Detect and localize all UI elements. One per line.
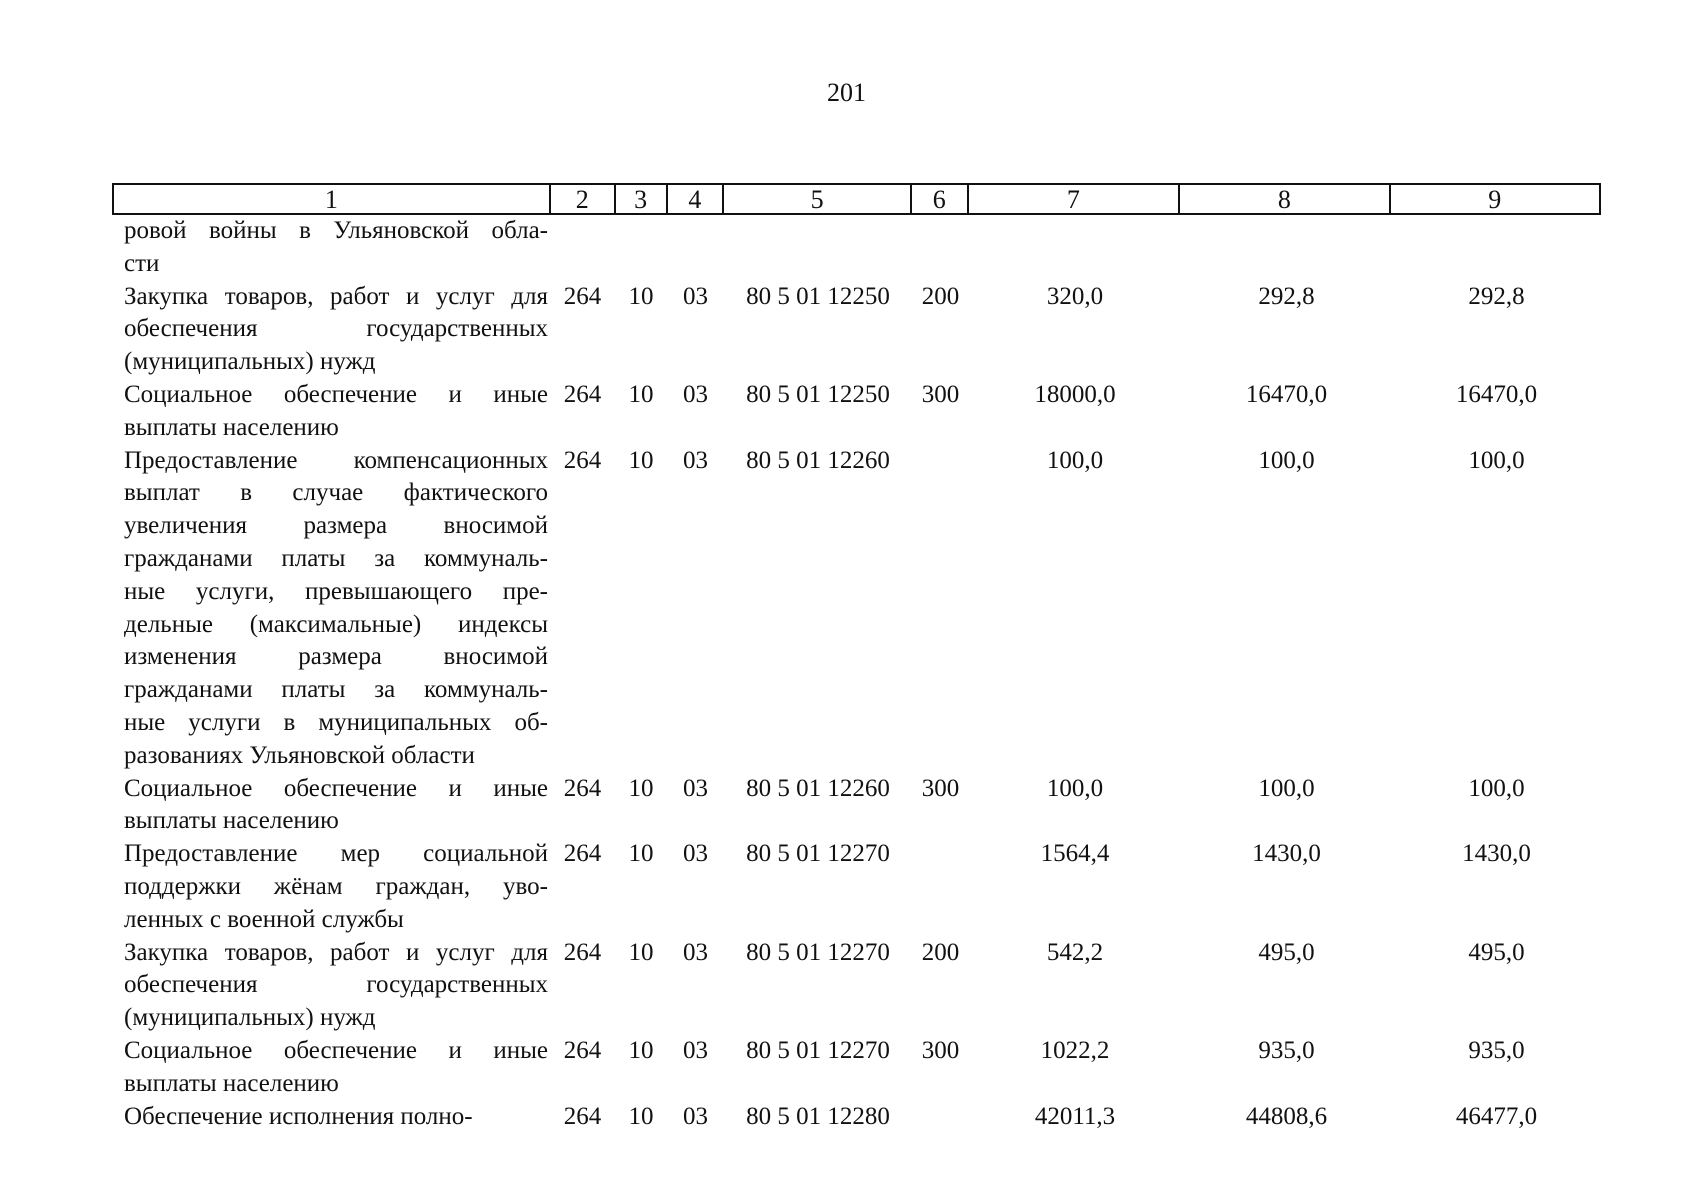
- row-c8-cell: 495,0: [1258, 938, 1315, 966]
- row-c5-cell: [724, 215, 912, 281]
- column-header-8: 8: [1180, 185, 1390, 213]
- row-c3-cell: 10: [628, 446, 654, 474]
- row-c4-cell: 03: [683, 774, 708, 802]
- column-header-3: 3: [616, 185, 668, 213]
- row-c8-cell: 16470,0: [1245, 380, 1328, 408]
- row-c2-cell: 264: [563, 1102, 602, 1130]
- row-c7-cell: 1022,2: [1040, 1036, 1110, 1064]
- row-c2-cell: 264: [563, 380, 602, 408]
- row-name-line: Закупка товаров, работ и услуг для: [124, 282, 548, 310]
- row-c6-cell: 300: [921, 1036, 960, 1064]
- row-c9-cell: 935,0: [1468, 1036, 1525, 1064]
- row-c4-cell: [667, 215, 724, 281]
- row-c3-cell: 10: [628, 1036, 654, 1064]
- row-c3-cell: 10: [628, 380, 654, 408]
- row-name-line: ленных с военной службы: [124, 905, 404, 933]
- table-header: [112, 183, 1601, 215]
- row-c5-cell: 80 5 01 12250: [746, 282, 890, 310]
- row-name-line: Социальное обеспечение и иные: [124, 1036, 548, 1064]
- row-c7-cell: 100,0: [1046, 446, 1104, 474]
- row-c9-cell: 292,8: [1468, 282, 1525, 310]
- table-row: [112, 838, 1601, 936]
- row-c8-cell: 935,0: [1258, 1036, 1315, 1064]
- row-name-line: Социальное обеспечение и иные: [124, 380, 548, 408]
- row-c7-cell: 100,0: [1046, 774, 1104, 802]
- row-name-cell: [112, 215, 550, 281]
- row-c6-cell: 300: [921, 380, 960, 408]
- row-c4-cell: 03: [683, 1036, 708, 1064]
- row-c7-cell: 1564,4: [1040, 840, 1110, 868]
- row-c6-cell: [912, 1101, 969, 1134]
- row-c7-cell: [969, 215, 1181, 281]
- row-c6-cell: [912, 445, 969, 773]
- row-c5-cell: 80 5 01 12260: [746, 446, 890, 474]
- row-c2-cell: 264: [563, 938, 602, 966]
- row-c9-cell: 16470,0: [1455, 380, 1538, 408]
- row-c7-cell: 42011,3: [1034, 1102, 1116, 1130]
- row-c9-cell: 46477,0: [1455, 1102, 1538, 1130]
- row-c8-cell: 44808,6: [1245, 1102, 1328, 1130]
- table-row: [112, 215, 1601, 281]
- row-c7-cell: 542,2: [1046, 938, 1104, 966]
- row-c5-cell: 80 5 01 12270: [746, 840, 890, 868]
- row-c7-cell: 18000,0: [1034, 380, 1116, 408]
- row-name-line: Социальное обеспечение и иные: [124, 774, 548, 802]
- row-name-cell: [112, 445, 550, 773]
- row-name-line: гражданами платы за коммуналь-: [124, 544, 548, 572]
- row-c8-cell: [1181, 215, 1392, 281]
- row-c9-cell: 1430,0: [1462, 840, 1531, 868]
- row-c4-cell: 03: [683, 282, 708, 310]
- row-c9-cell: 100,0: [1468, 446, 1525, 474]
- row-name-line: поддержки жёнам граждан, уво-: [124, 872, 548, 900]
- table-row: [112, 1101, 1601, 1134]
- row-c6-cell: [912, 838, 969, 936]
- row-c4-cell: 03: [683, 380, 708, 408]
- row-c8-cell: 100,0: [1258, 774, 1315, 802]
- row-c4-cell: 03: [683, 446, 708, 474]
- row-c6-cell: 200: [921, 938, 960, 966]
- row-name-cell: [112, 838, 550, 936]
- row-name-line: разованиях Ульяновской области: [124, 741, 475, 769]
- row-name-line: выплаты населению: [124, 413, 339, 441]
- row-name-line: увеличения размера вносимой: [124, 512, 548, 540]
- row-name-line: Обеспечение исполнения полно-: [124, 1102, 473, 1130]
- column-header-5: 5: [724, 185, 912, 213]
- row-c9-cell: 100,0: [1468, 774, 1525, 802]
- row-name-cell: [112, 1101, 550, 1134]
- row-c3-cell: 10: [628, 1102, 654, 1130]
- row-c4-cell: 03: [683, 840, 708, 868]
- row-c5-cell: 80 5 01 12250: [746, 380, 890, 408]
- row-name-line: Предоставление мер социальной: [124, 840, 548, 868]
- row-name-line: (муниципальных) нужд: [124, 1004, 376, 1032]
- row-c5-cell: 80 5 01 12260: [746, 774, 890, 802]
- row-name-line: Закупка товаров, работ и услуг для: [124, 938, 548, 966]
- column-header-1: 1: [114, 185, 551, 213]
- table-row: [112, 1035, 1601, 1101]
- row-c3-cell: 10: [628, 840, 654, 868]
- row-c3-cell: 10: [628, 938, 654, 966]
- row-name-line: Предоставление компенсационных: [124, 446, 548, 474]
- row-c5-cell: 80 5 01 12280: [746, 1102, 890, 1130]
- row-name-line: выплаты населению: [124, 1069, 339, 1097]
- row-name-line: обеспечения государственных: [124, 971, 548, 999]
- row-name-line: обеспечения государственных: [124, 315, 548, 343]
- row-c9-cell: [1392, 215, 1601, 281]
- row-c3-cell: 10: [628, 774, 654, 802]
- row-c2-cell: 264: [563, 282, 602, 310]
- row-name-line: дельные (максимальные) индексы: [124, 610, 548, 638]
- row-c2-cell: 264: [563, 446, 602, 474]
- row-name-line: гражданами платы за коммуналь-: [124, 676, 548, 704]
- row-c6-cell: [912, 215, 969, 281]
- row-name-cell: [112, 281, 550, 379]
- row-c9-cell: 495,0: [1468, 938, 1525, 966]
- row-c3-cell: 10: [628, 282, 654, 310]
- table-row: [112, 937, 1601, 1035]
- table-row: [112, 773, 1601, 839]
- column-header-9: 9: [1488, 185, 1502, 214]
- row-name-cell: [112, 773, 550, 839]
- row-c3-cell: [615, 215, 667, 281]
- row-c8-cell: 1430,0: [1252, 840, 1321, 868]
- row-name-line: ные услуги, превышающего пре-: [124, 577, 548, 605]
- column-header-7: 7: [969, 185, 1180, 213]
- column-header-4: 4: [668, 185, 725, 213]
- row-c5-cell: 80 5 01 12270: [746, 1036, 890, 1064]
- row-name-cell: [112, 937, 550, 1035]
- table-row: [112, 281, 1601, 379]
- table-row: [112, 445, 1601, 773]
- row-name-line: сти: [124, 249, 160, 277]
- row-c2-cell: 264: [563, 1036, 602, 1064]
- table-row: [112, 379, 1601, 445]
- row-c8-cell: 292,8: [1258, 282, 1315, 310]
- row-c7-cell: 320,0: [1046, 282, 1104, 310]
- table-body: [112, 215, 1601, 1133]
- row-name-line: выплаты населению: [124, 807, 339, 835]
- row-name-line: (муниципальных) нужд: [124, 348, 376, 376]
- row-name-cell: [112, 379, 550, 445]
- row-name-line: ровой войны в Ульяновской обла-: [124, 217, 548, 244]
- column-header-2: 2: [551, 185, 616, 213]
- row-c5-cell: 80 5 01 12270: [746, 938, 890, 966]
- row-name-line: изменения размера вносимой: [124, 643, 548, 671]
- row-name-line: ные услуги в муниципальных об-: [124, 708, 548, 736]
- row-name-line: выплат в случае фактического: [124, 479, 548, 507]
- row-c6-cell: 200: [921, 282, 960, 310]
- row-c2-cell: 264: [563, 774, 602, 802]
- page-number: 201: [827, 78, 866, 107]
- row-c2-cell: [550, 215, 615, 281]
- row-c2-cell: 264: [563, 840, 602, 868]
- row-c8-cell: 100,0: [1258, 446, 1315, 474]
- row-c4-cell: 03: [683, 1102, 708, 1130]
- row-c4-cell: 03: [683, 938, 708, 966]
- column-header-6: 6: [912, 185, 969, 213]
- row-name-cell: [112, 1035, 550, 1101]
- row-c6-cell: 300: [921, 774, 960, 802]
